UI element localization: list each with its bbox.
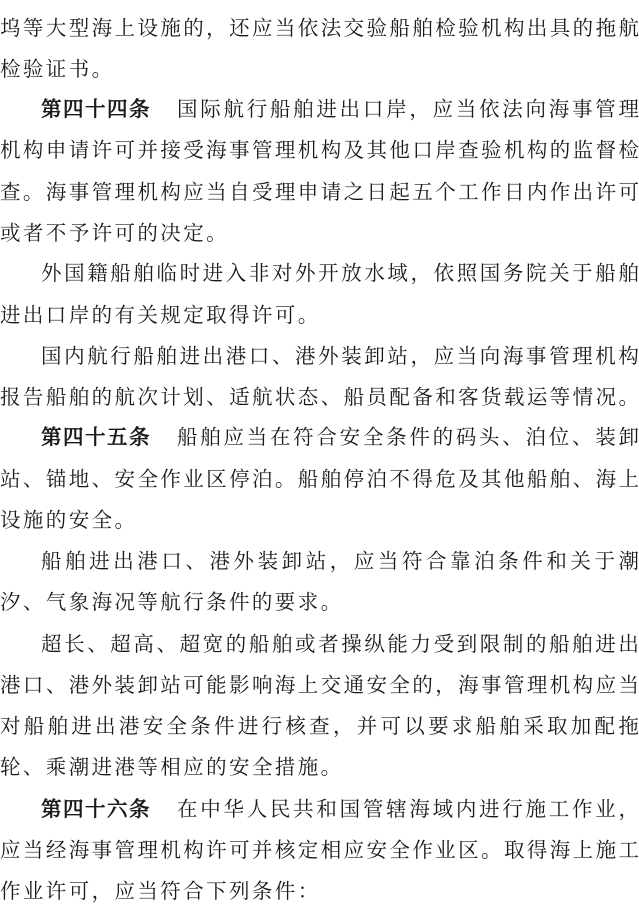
text-line: 检验证书。 bbox=[0, 57, 115, 81]
text-line: 作业许可，应当符合下列条件： bbox=[0, 879, 321, 903]
text-line: 港 口 、 港 外 装 卸 站 可 能 影 响 海 上 交 通 安 全 的 ， 海 事 管 理 机 构 应 当 bbox=[0, 673, 639, 697]
text-line: 设施的安全。 bbox=[0, 508, 138, 532]
text-line bbox=[41, 417, 639, 457]
text-line: 轮、乘潮进港等相应的安全措施。 bbox=[0, 755, 344, 779]
text-line: 外 国 籍 船 舶 临 时 进 入 非 对 外 开 放 水 域 ， 依 照 国 务 院 关 于 船 舶 bbox=[41, 261, 639, 285]
article-text: 国 际 航 行 船 舶 进 出 口 岸 ， 应 当 依 法 向 海 事 管 理 bbox=[177, 97, 639, 121]
text-line: 报 告 船 舶 的 航 次 计 划 、 适 航 状 态 、 船 员 配 备 和 客 货 载 运 等 情 况 。 bbox=[0, 385, 639, 409]
text-line: 船 舶 进 出 港 口 、 港 外 装 卸 站 ， 应 当 符 合 靠 泊 条 件 和 关 于 潮 bbox=[41, 549, 639, 573]
text-line: 机 构 申 请 许 可 并 接 受 海 事 管 理 机 构 及 其 他 口 岸 查 验 机 构 的 监 督 检 bbox=[0, 138, 639, 162]
text-line: 查 。 海 事 管 理 机 构 应 当 自 受 理 申 请 之 日 起 五 个 工 作 日 内 作 出 许 可 bbox=[0, 180, 639, 204]
text-line: 应 当 经 海 事 管 理 机 构 许 可 并 核 定 相 应 安 全 作 业 区 。 取 得 海 上 施 工 bbox=[0, 838, 639, 862]
text-line: 坞 等 大 型 海 上 设 施 的 ， 还 应 当 依 法 交 验 船 舶 检 验 机 构 出 具 的 拖 航 bbox=[0, 16, 639, 40]
text-line: 超 长 、 超 高 、 超 宽 的 船 舶 或 者 操 纵 能 力 受 到 限 制 的 船 舶 进 出 bbox=[41, 632, 639, 656]
article-number: 第四十四条 bbox=[41, 97, 151, 121]
article-text: 船 舶 应 当 在 符 合 安 全 条 件 的 码 头 、 泊 位 、 装 卸 bbox=[177, 425, 639, 449]
text-line: 站 、 锚 地 、 安 全 作 业 区 停 泊 。 船 舶 停 泊 不 得 危 及 其 他 船 舶 、 海 上 bbox=[0, 467, 639, 491]
text-line bbox=[41, 89, 639, 129]
text-line: 国 内 航 行 船 舶 进 出 港 口 、 港 外 装 卸 站 ， 应 当 向 海 事 管 理 机 构 bbox=[41, 344, 639, 368]
text-line bbox=[41, 789, 639, 829]
text-line: 汐、气象海况等航行条件的要求。 bbox=[0, 590, 344, 614]
article-number: 第四十五条 bbox=[41, 425, 151, 449]
article-number: 第四十六条 bbox=[41, 797, 151, 821]
text-line: 或者不予许可的决定。 bbox=[0, 221, 229, 245]
text-line: 对 船 舶 进 出 港 安 全 条 件 进 行 核 查 ， 并 可 以 要 求 船 舶 采 取 加 配 拖 bbox=[0, 714, 639, 738]
text-line: 进出口岸的有关规定取得许可。 bbox=[0, 303, 321, 327]
article-text: 在 中 华 人 民 共 和 国 管 辖 海 域 内 进 行 施 工 作 业 ， bbox=[177, 797, 639, 821]
